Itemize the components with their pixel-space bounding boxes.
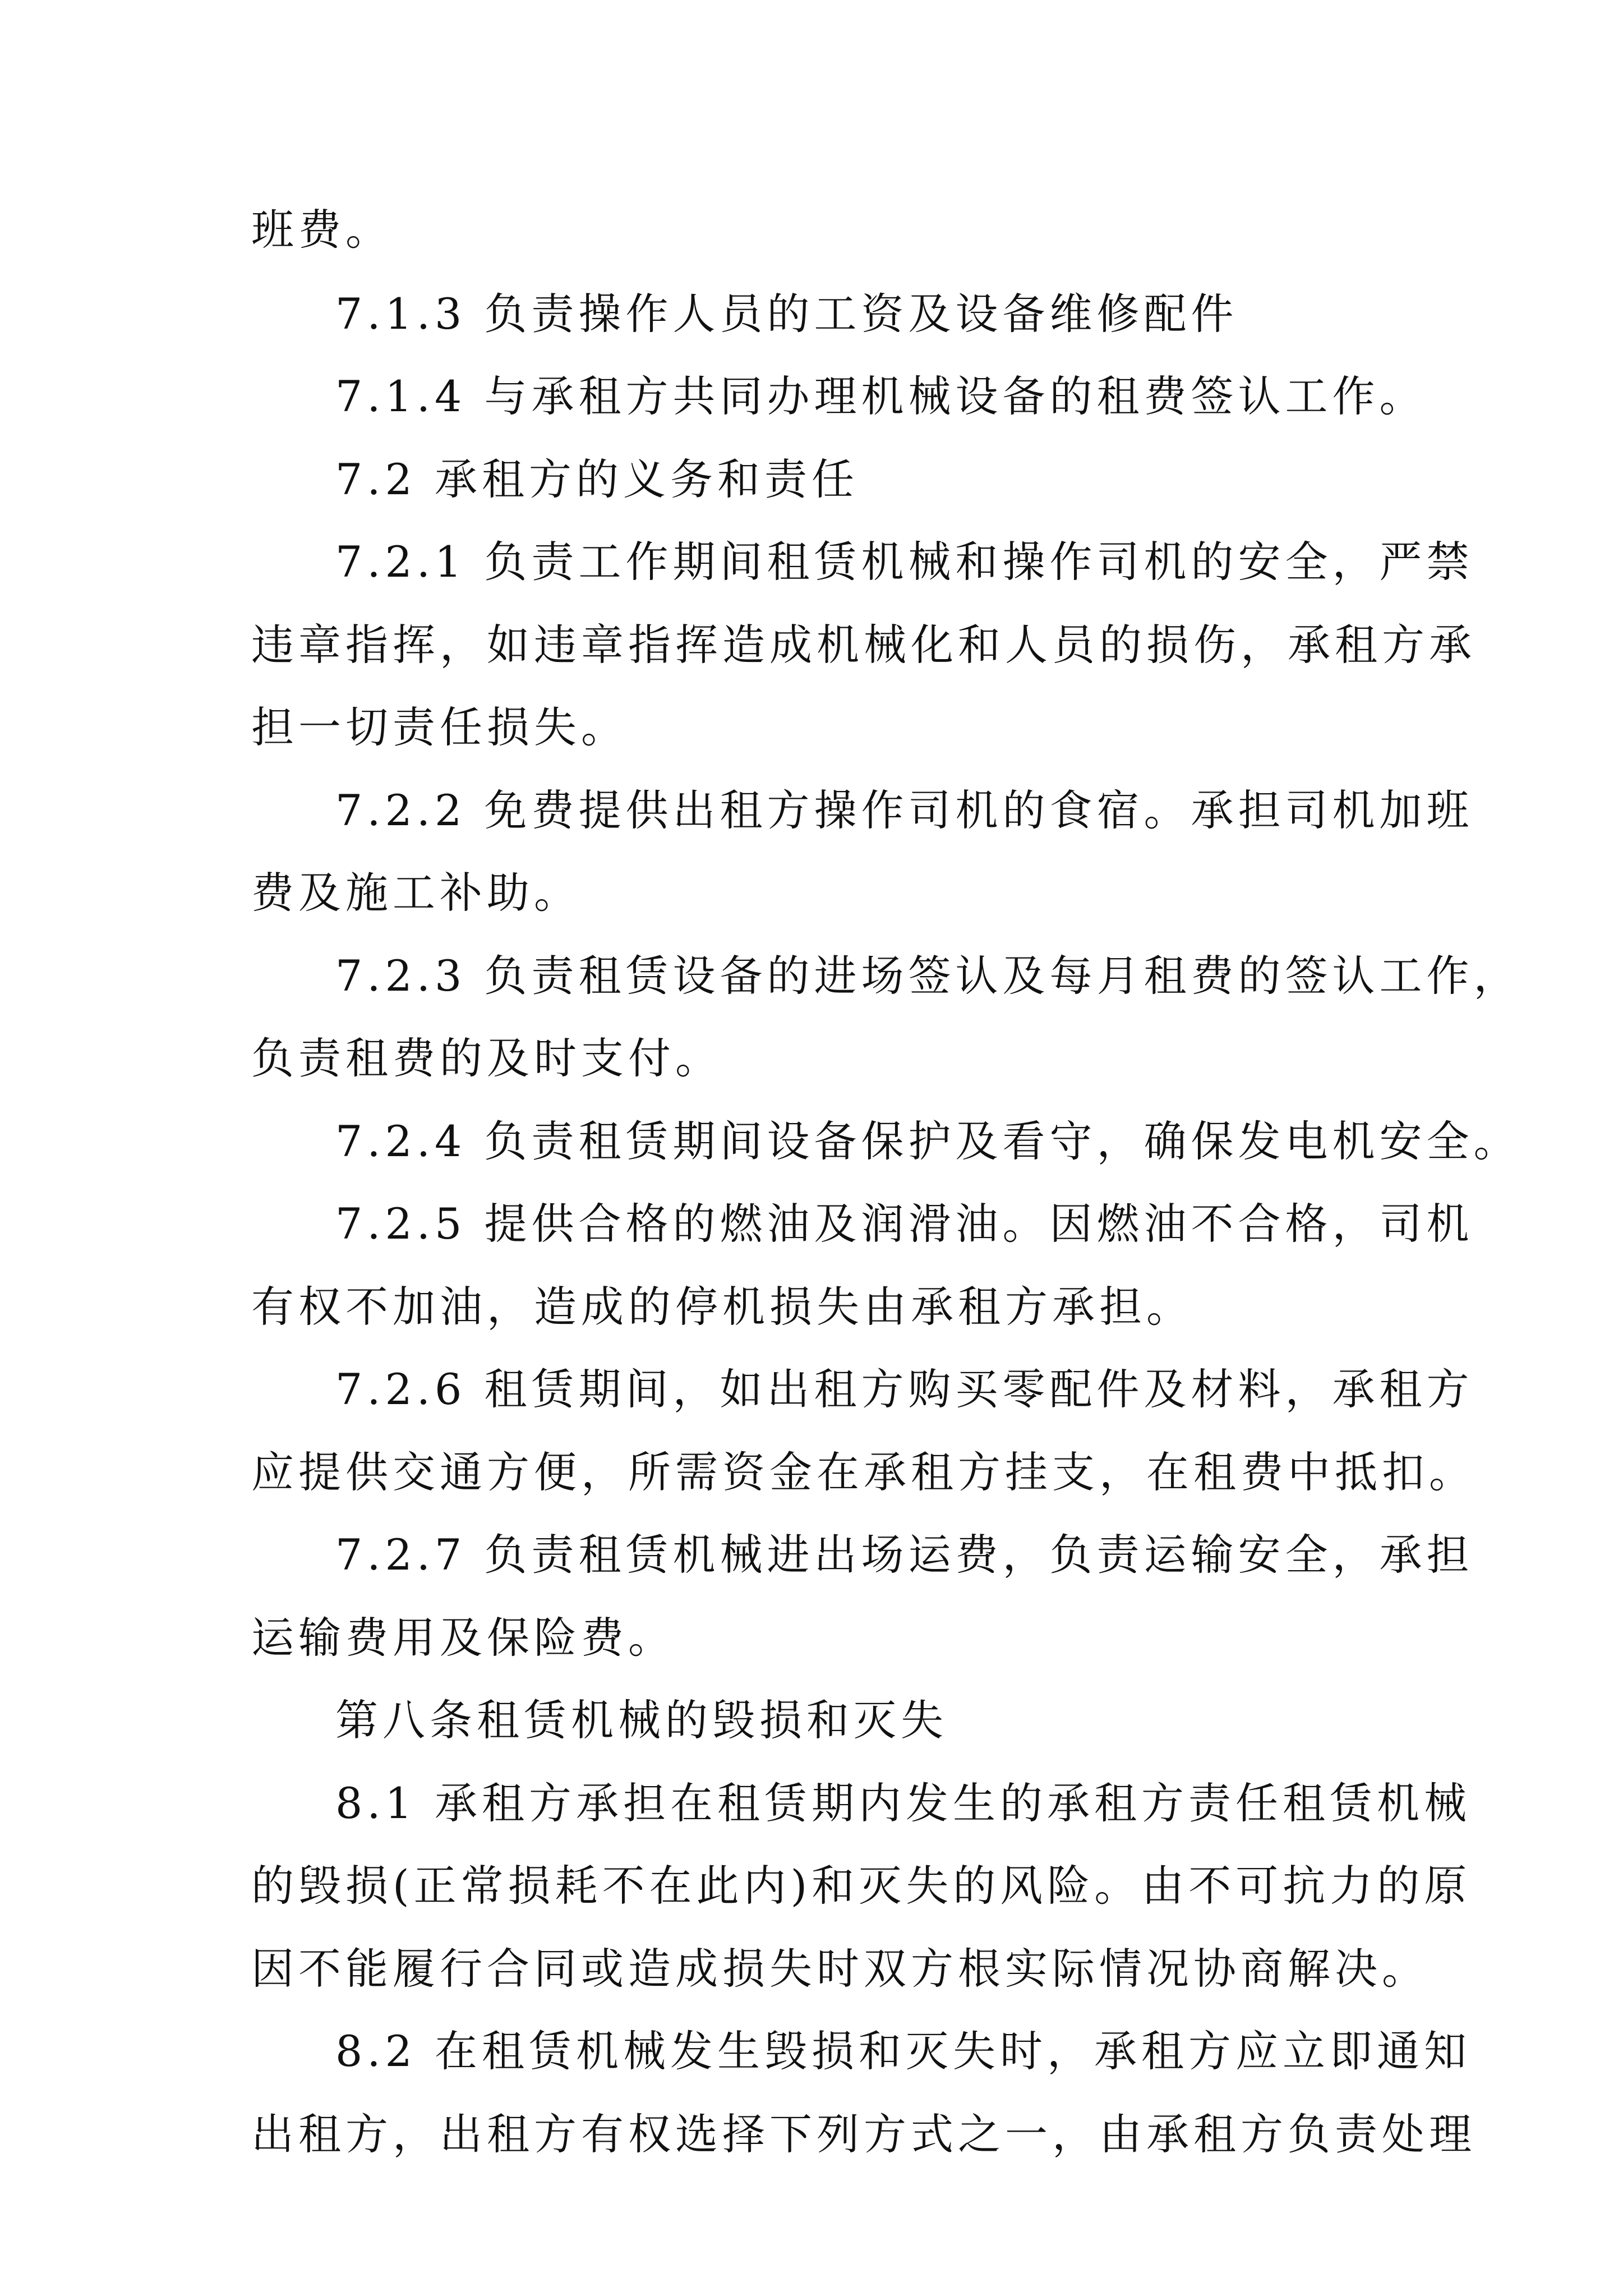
text-line: 7.2.3 负责租赁设备的进场签认及每月租费的签认工作，	[335, 951, 1521, 1001]
text-line: 7.1.4 与承租方共同办理机械设备的租费签认工作。	[335, 371, 1427, 421]
text-line: 8.1 承租方承担在租赁期内发生的承租方责任租赁机械	[335, 1778, 1472, 1828]
text-line: 7.2.4 负责租赁期间设备保护及看守，确保发电机安全。	[335, 1116, 1521, 1166]
text-line: 8.2 在租赁机械发生毁损和灭失时，承租方应立即通知	[335, 2026, 1472, 2076]
text-line: 违章指挥，如违章指挥造成机械化和人员的损伤，承租方承	[251, 620, 1476, 670]
text-line: 因不能履行合同或造成损失时双方根实际情况协商解决。	[251, 1944, 1429, 1994]
text-line: 费及施工补助。	[251, 868, 581, 918]
text-line: 7.2.2 免费提供出租方操作司机的食宿。承担司机加班	[335, 785, 1474, 835]
text-line: 7.1.3 负责操作人员的工资及设备维修配件	[335, 289, 1238, 339]
text-line: 7.2.5 提供合格的燃油及润滑油。因燃油不合格，司机	[335, 1199, 1474, 1249]
text-line: 负责租费的及时支付。	[251, 1033, 722, 1083]
text-line: 有权不加油，造成的停机损失由承租方承担。	[251, 1282, 1193, 1332]
text-line: 运输费用及保险费。	[251, 1613, 675, 1663]
text-line: 7.2.6 租赁期间，如出租方购买零配件及材料，承租方	[335, 1364, 1474, 1414]
text-line: 的毁损(正常损耗不在此内)和灭失的风险。由不可抗力的原	[251, 1861, 1472, 1911]
text-line: 7.2.7 负责租赁机械进出场运费，负责运输安全，承担	[335, 1530, 1474, 1580]
text-line: 班费。	[251, 205, 393, 255]
text-line: 7.2.1 负责工作期间租赁机械和操作司机的安全，严禁	[335, 537, 1474, 587]
text-line: 应提供交通方便，所需资金在承租方挂支，在租费中抵扣。	[251, 1447, 1476, 1497]
text-line: 担一切责任损失。	[251, 702, 628, 752]
text-line: 7.2 承租方的义务和责任	[335, 454, 859, 504]
text-line: 出租方，出租方有权选择下列方式之一，由承租方负责处理	[251, 2109, 1476, 2159]
section-heading: 第八条租赁机械的毁损和灭失	[335, 1695, 948, 1745]
